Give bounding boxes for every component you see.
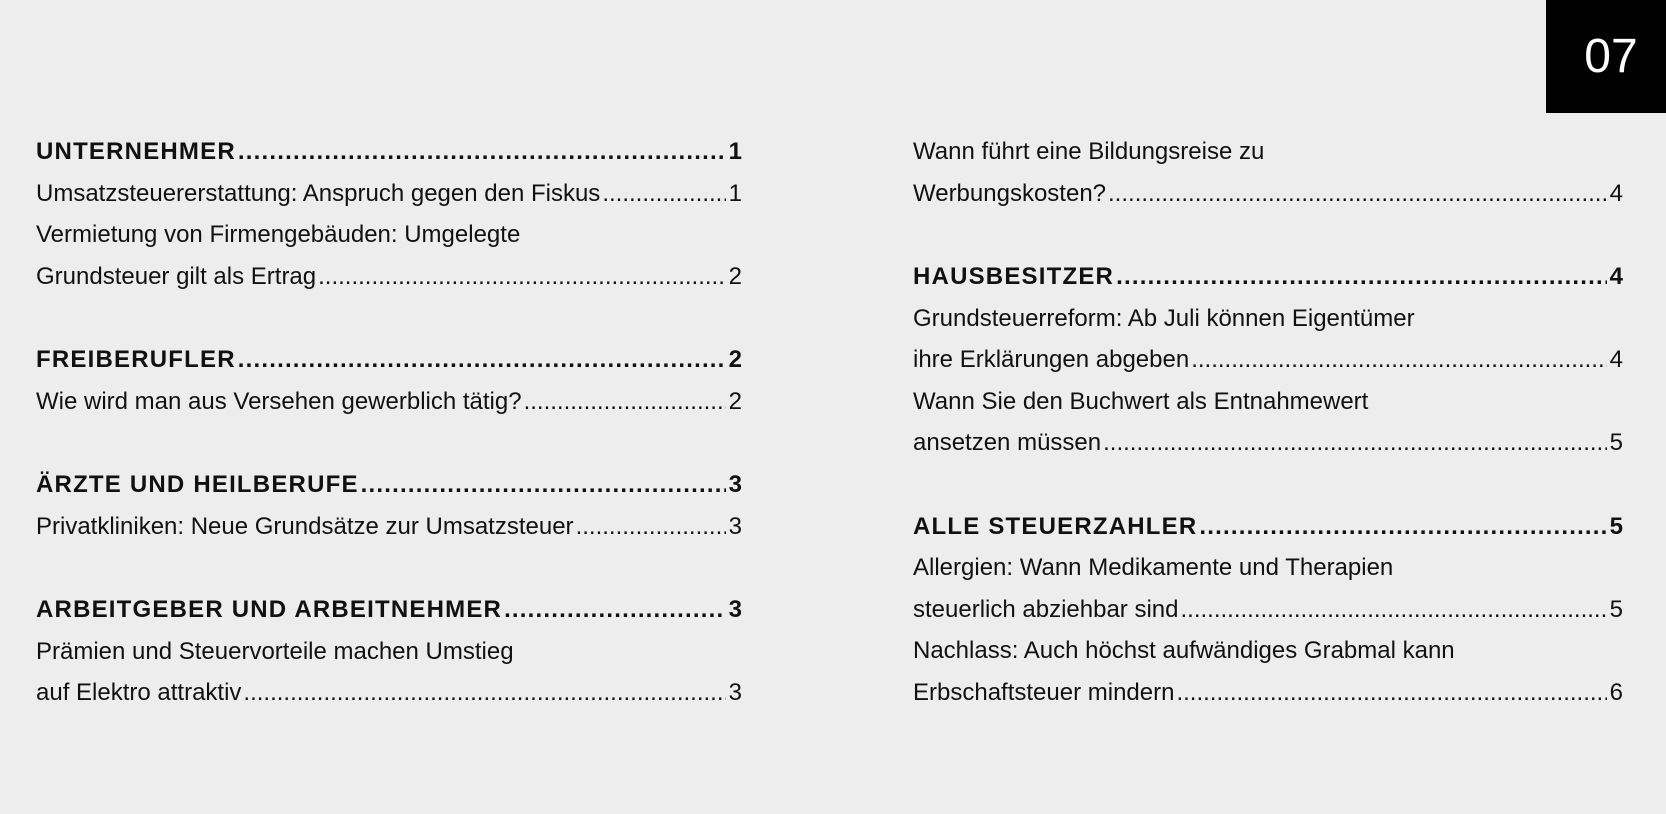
entry-title: Vermietung von Firmengebäuden: Umgelegte (36, 221, 521, 248)
dot-leader (1176, 672, 1606, 714)
dot-leader (576, 506, 726, 548)
entry-title: auf Elektro attraktiv (36, 679, 242, 706)
entry-title: Prämien und Steuervorteile machen Umstieg (36, 637, 514, 665)
page-ref: 1 (728, 138, 742, 165)
dot-leader (1108, 173, 1607, 215)
entry-title: Wann Sie den Buchwert als Entnahmewert (913, 387, 1369, 415)
toc-column-left (36, 131, 742, 714)
page-ref: 6 (1609, 678, 1623, 706)
dot-leader (524, 381, 726, 423)
entry-title: Wie wird man aus Versehen gewerblich tätig? (36, 387, 522, 415)
toc-entry[interactable] (913, 589, 1623, 631)
entry-title: Allergien: Wann Medikamente und Therapien (913, 554, 1394, 581)
page-ref: 3 (728, 512, 742, 540)
toc-entry-line1[interactable] (913, 131, 1623, 173)
section-title: ARBEITGEBER UND ARBEITNEHMER (36, 596, 503, 623)
page-ref: 3 (728, 596, 742, 623)
entry-title: ansetzen müssen (913, 429, 1102, 456)
dot-leader (602, 173, 725, 215)
page-ref: 5 (1609, 512, 1623, 540)
page-ref: 4 (1609, 263, 1623, 290)
dot-leader (1103, 422, 1607, 464)
page-ref: 4 (1609, 346, 1623, 373)
toc-entry[interactable] (36, 173, 742, 215)
toc-entry[interactable] (36, 381, 742, 423)
toc-entry[interactable] (913, 339, 1623, 381)
entry-title: Erbschaftsteuer mindern (913, 678, 1175, 706)
section-title: ÄRZTE UND HEILBERUFE (36, 471, 359, 498)
page-ref: 1 (728, 179, 742, 207)
toc-entry[interactable] (36, 506, 742, 548)
toc-entry[interactable] (913, 672, 1623, 714)
entry-title: Nachlass: Auch höchst aufwändiges Grabmal kann (913, 637, 1455, 664)
entry-title: ihre Erklärungen abgeben (913, 346, 1190, 373)
dot-leader (1199, 506, 1606, 548)
dot-leader (361, 464, 726, 506)
entry-title: Werbungskosten? (913, 179, 1107, 207)
toc-section-heading[interactable] (36, 339, 742, 381)
toc-column-right (913, 131, 1623, 713)
dot-leader (1191, 339, 1606, 381)
page-ref: 2 (728, 346, 742, 373)
toc-entry[interactable] (913, 422, 1623, 464)
dot-leader (238, 339, 726, 381)
entry-title: Grundsteuerreform: Ab Juli können Eigentümer (913, 304, 1415, 332)
page-ref: 4 (1609, 179, 1623, 207)
entry-title: Grundsteuer gilt als Ertrag (36, 262, 317, 290)
dot-leader (504, 589, 726, 631)
toc-entry-line1[interactable] (913, 381, 1623, 423)
toc-entry-line1[interactable] (36, 214, 742, 256)
entry-title: Umsatzsteuererstattung: Anspruch gegen den Fiskus (36, 179, 601, 207)
page-number-badge: 07 (1546, 0, 1666, 113)
page-ref: 2 (728, 387, 742, 415)
page-ref: 5 (1609, 429, 1623, 456)
section-title: FREIBERUFLER (36, 346, 236, 373)
page-ref: 3 (728, 679, 742, 706)
toc-entry[interactable] (913, 173, 1623, 215)
toc-entry[interactable] (36, 256, 742, 298)
toc-section-heading[interactable] (36, 131, 742, 173)
dot-leader (238, 131, 726, 173)
page-ref: 5 (1609, 595, 1623, 623)
entry-title: Privatkliniken: Neue Grundsätze zur Umsatzsteuer (36, 512, 574, 540)
toc-entry-line1[interactable] (913, 298, 1623, 340)
entry-title: Wann führt eine Bildungsreise zu (913, 138, 1265, 165)
toc-section-heading[interactable] (913, 256, 1623, 298)
section-title: HAUSBESITZER (913, 263, 1115, 290)
dot-leader (243, 672, 725, 714)
toc-section-heading[interactable] (913, 506, 1623, 548)
dot-leader (318, 256, 726, 298)
section-title: UNTERNEHMER (36, 138, 236, 165)
toc-entry[interactable] (36, 672, 742, 714)
entry-title: steuerlich abziehbar sind (913, 595, 1179, 623)
dot-leader (1116, 256, 1607, 298)
toc-section-heading[interactable] (36, 589, 742, 631)
toc-entry-line1[interactable] (913, 630, 1623, 672)
dot-leader (1181, 589, 1607, 631)
page-ref: 3 (728, 471, 742, 498)
toc-section-heading[interactable] (36, 464, 742, 506)
section-title: ALLE STEUERZAHLER (913, 512, 1198, 540)
toc-entry-line1[interactable] (913, 547, 1623, 589)
page-ref: 2 (728, 262, 742, 290)
toc-entry-line1[interactable] (36, 631, 742, 673)
